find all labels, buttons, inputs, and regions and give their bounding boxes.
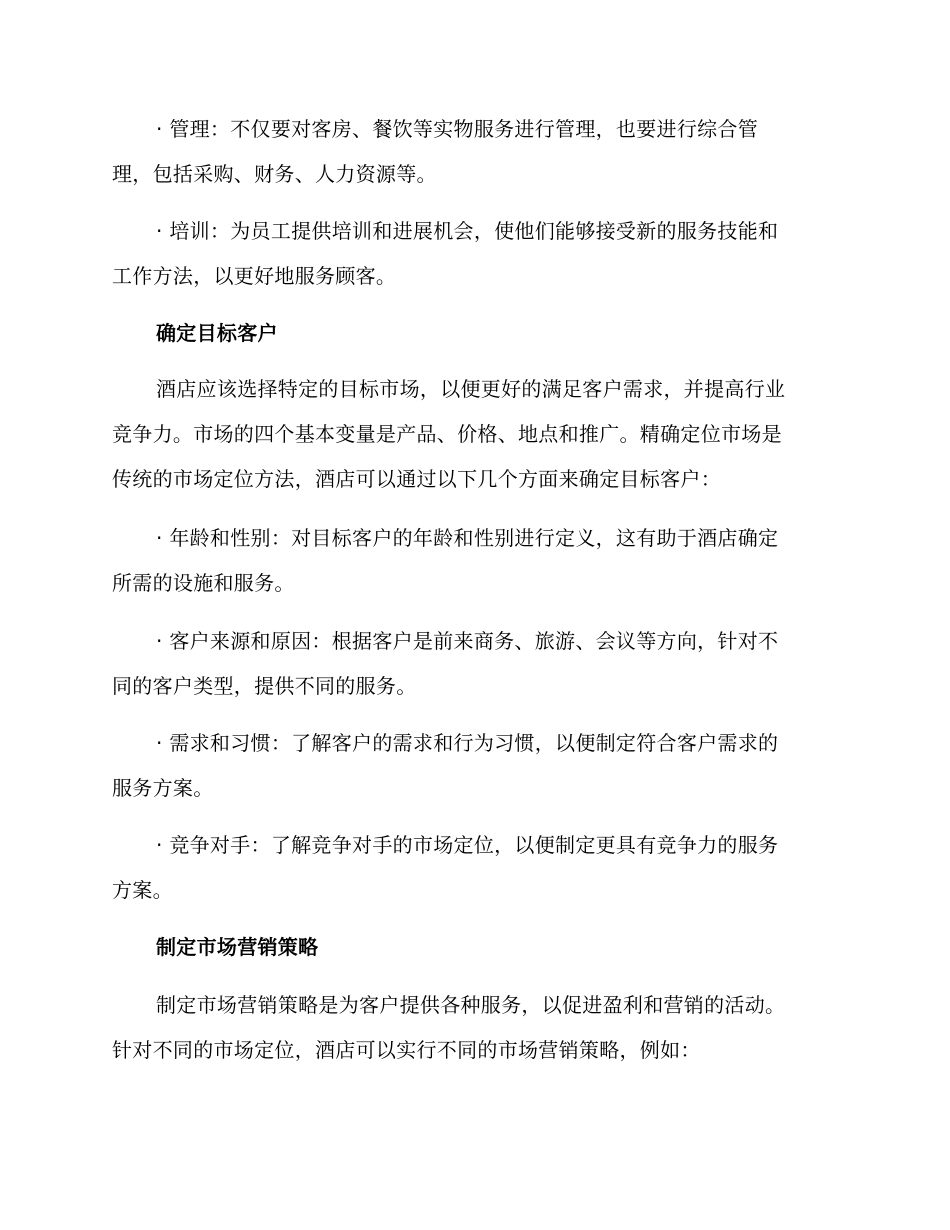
text-line: 竞争力。市场的四个基本变量是产品、价格、地点和推广。精确定位市场是 (112, 422, 782, 446)
text-line: 所需的设施和服务。 (112, 571, 295, 595)
text-line: 理，包括采购、财务、人力资源等。 (112, 162, 437, 186)
text-line: 制定市场营销策略是为客户提供各种服务，以促进盈利和营销的活动。 (156, 993, 786, 1017)
text-line: · 竞争对手：了解竞争对手的市场定位，以便制定更具有竞争力的服务 (156, 833, 779, 857)
bullet-needs-habits (112, 721, 832, 811)
bullet-management (112, 107, 832, 197)
section-heading: 制定市场营销策略 (156, 935, 319, 959)
text-line: 传统的市场定位方法，酒店可以通过以下几个方面来确定目标客户： (112, 467, 721, 491)
body-paragraph (112, 983, 832, 1073)
bullet-training (112, 209, 832, 299)
bullet-customer-source (112, 619, 832, 709)
section-heading: 确定目标客户 (156, 321, 278, 345)
text-line: · 客户来源和原因：根据客户是前来商务、旅游、会议等方向，针对不 (156, 629, 779, 653)
bullet-competitors (112, 823, 832, 913)
text-line: · 需求和习惯：了解客户的需求和行为习惯，以便制定符合客户需求的 (156, 731, 779, 755)
text-line: 方案。 (112, 878, 173, 902)
text-line: 针对不同的市场定位，酒店可以实行不同的市场营销策略，例如： (112, 1038, 701, 1062)
text-line: 工作方法，以更好地服务顾客。 (112, 264, 397, 288)
body-paragraph (112, 367, 832, 502)
text-line: 同的客户类型，提供不同的服务。 (112, 674, 417, 698)
text-line: · 培训：为员工提供培训和进展机会，使他们能够接受新的服务技能和 (156, 219, 779, 243)
text-line: 酒店应该选择特定的目标市场，以便更好的满足客户需求，并提高行业 (156, 377, 786, 401)
text-line: · 管理：不仅要对客房、餐饮等实物服务进行管理，也要进行综合管 (156, 117, 759, 141)
text-line: 服务方案。 (112, 776, 214, 800)
text-line: · 年龄和性别：对目标客户的年龄和性别进行定义，这有助于酒店确定 (156, 526, 779, 550)
bullet-age-gender (112, 516, 832, 606)
